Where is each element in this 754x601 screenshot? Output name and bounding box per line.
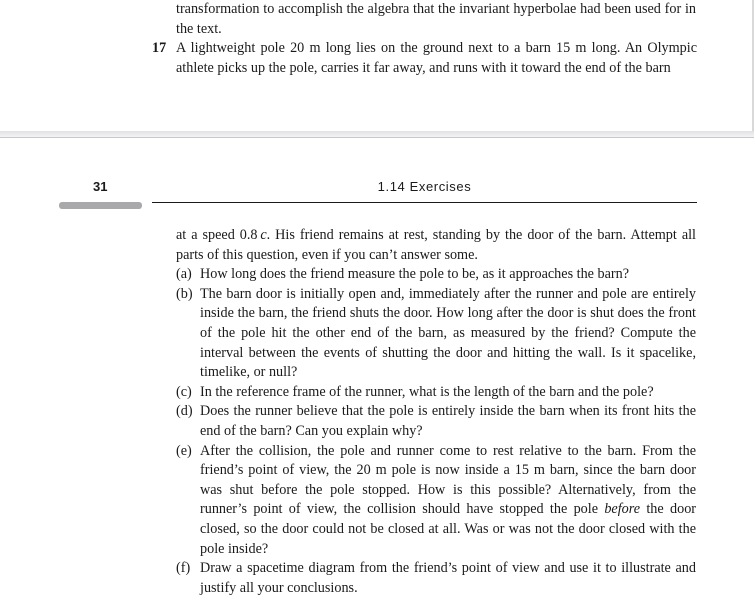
item-d [176, 402, 696, 441]
page-number: 31 [93, 179, 108, 194]
intro-text-1: at a speed 0.8 [176, 227, 258, 243]
intro-paragraph [176, 226, 696, 265]
item-text: After the collision, the pole and runner come to rest relative to the barn. From the friend’s point of view, the 20 m pole is now inside a 15 m barn, since the barn door was shut before the pole stopped. How is this possible? Alternatively, from the runner’s point of view, the collision should have stopped the pole [200, 442, 696, 518]
item-f [176, 559, 696, 598]
item-a [176, 265, 696, 285]
item-text: The barn door is initially open and, immediately after the runner and pole are entirely inside the barn, the friend shuts the door. How long after the door is shut does the front of the pole hit the other end of the barn, as measured by the friend? Compute the interval between the events of shutting the door and hitting the wall. Is it spacelike, timelike, or null? [200, 285, 696, 381]
item-label: (e) [176, 442, 192, 459]
item-label: (d) [176, 403, 193, 420]
exercise-number: 17 [152, 40, 167, 56]
item-label: (b) [176, 285, 193, 302]
header-rule [152, 202, 697, 203]
item-label: (f) [176, 560, 191, 577]
item-label: (c) [176, 383, 192, 400]
exercise-text: A lightweight pole 20 m long lies on the ground next to a barn 15 m long. An Olympic athlete picks up the pole, carries it far away, and runs with it toward the end of the barn [176, 40, 697, 76]
item-b [176, 285, 696, 383]
item-text: Does the runner believe that the pole is entirely inside the barn when its front hits the end of the barn? Can you explain why? [200, 403, 696, 439]
item-label: (a) [176, 266, 192, 283]
item-c [176, 383, 696, 403]
item-emphasis: before [604, 501, 641, 518]
item-text: In the reference frame of the runner, what is the length of the barn and the pole? [200, 383, 654, 400]
intro-text-2: . His friend remains at rest, standing by the door of the barn. Attempt all parts of this question, even if you can’t answer some. [176, 227, 696, 263]
item-e [176, 442, 696, 560]
item-text: the door closed, so the door could not be closed at all. Was or was not the door closed with the pole inside? [200, 501, 697, 557]
item-text: How long does the friend measure the pole to be, as it approaches the barn? [200, 266, 630, 283]
previous-page [0, 0, 754, 132]
exercise-17 [152, 39, 697, 78]
continuation-text: transformation to accomplish the algebra that the invariant hyperbolae had been used for in the text. [176, 1, 696, 37]
section-title: 1.14 Exercises [377, 179, 472, 194]
exercise-body [176, 226, 696, 598]
page-tab-marker [59, 202, 142, 209]
item-text: Draw a spacetime diagram from the friend’s point of view and use it to illustrate and justify all your conclusions. [200, 560, 696, 596]
intro-c: c [260, 227, 267, 243]
